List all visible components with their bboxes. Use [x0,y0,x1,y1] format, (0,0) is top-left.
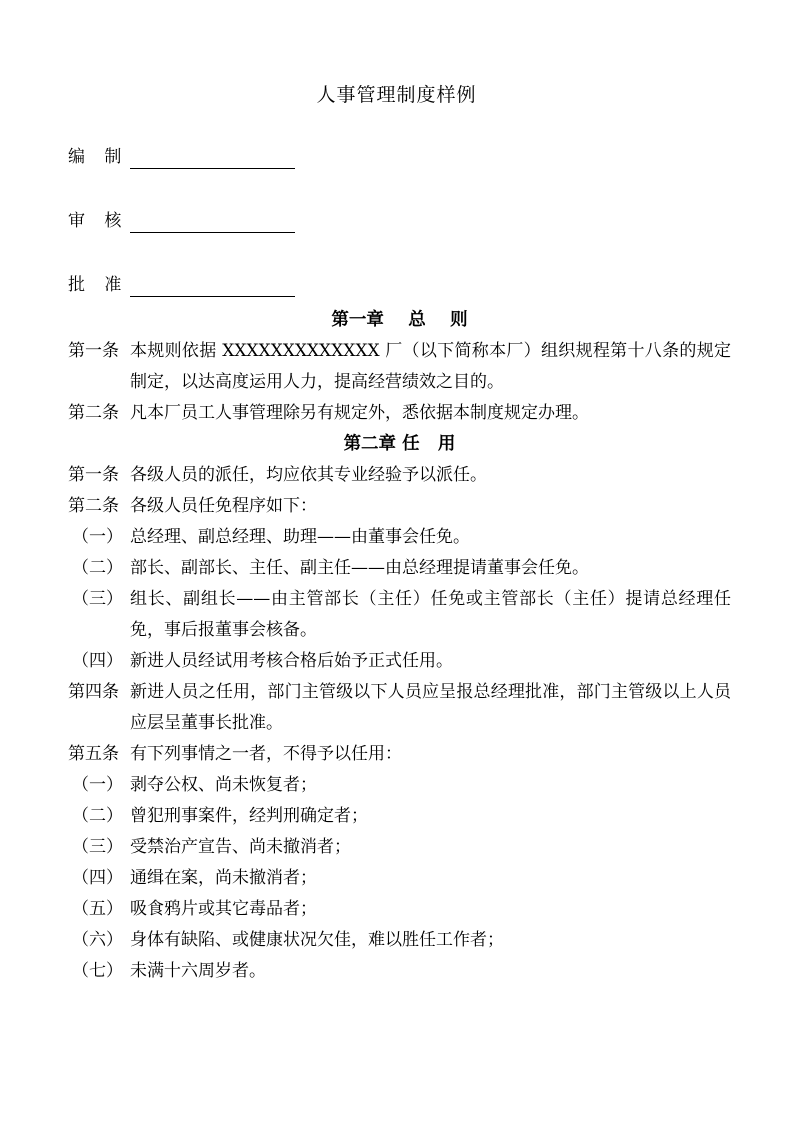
signature-rule[interactable] [130,279,295,297]
list-item-text: 总经理、副总经理、助理——由董事会任免。 [130,527,470,547]
chapter-heading-1: 第一章 总 则 [331,310,468,330]
signature-row-prepared-by [68,140,728,169]
list-item-text: 组长、副组长——由主管部长（主任）任免或主管部长（主任）提请总经理任免，事后报董事会核备。 [130,589,731,640]
list-item-appointment-3 [68,584,731,646]
list-item-text: 身体有缺陷、或健康状况欠佳，难以胜任工作者； [130,930,504,950]
list-item-text: 部长、副部长、主任、副主任——由总经理提请董事会任免。 [130,558,589,578]
article-2-2 [68,491,731,522]
page-title: 人事管理制度样例 [316,83,477,106]
list-item-marker: （三） [72,837,123,857]
article-label: 第四条 [68,682,119,702]
list-item-disqualification-6 [68,925,731,956]
list-item-appointment-1 [68,522,731,553]
chapter-heading-2: 第二章 任 用 [343,434,456,454]
signature-rule[interactable] [130,151,295,169]
signature-rule[interactable] [130,215,295,233]
list-item-text: 新进人员经试用考核合格后始予正式任用。 [130,651,453,671]
article-text: 本规则依据 XXXXXXXXXXXXX 厂（以下简称本厂）组织规程第十八条的规定制定，以达高度运用人力，提高经营绩效之目的。 [130,341,731,392]
list-item-text: 剥夺公权、尚未恢复者； [130,775,317,795]
article-label: 第二条 [68,403,119,423]
list-item-disqualification-3 [68,832,731,863]
article-1-1 [68,336,731,398]
article-label: 第一条 [68,341,119,361]
list-item-marker: （三） [72,589,123,609]
list-item-text: 吸食鸦片或其它毒品者； [130,899,317,919]
article-2-5 [68,739,731,770]
list-item-marker: （七） [72,961,123,981]
list-item-marker: （一） [72,527,123,547]
list-item-disqualification-4 [68,863,731,894]
article-2-1 [68,460,731,491]
list-item-marker: （五） [72,899,123,919]
list-item-marker: （四） [72,651,123,671]
list-item-appointment-4 [68,646,731,677]
list-item-appointment-2 [68,553,731,584]
list-item-disqualification-2 [68,801,731,832]
article-1-2 [68,398,731,429]
list-item-text: 通缉在案，尚未撤消者； [130,868,317,888]
article-2-4 [68,677,731,739]
signature-row-reviewed-by [68,204,728,233]
article-text: 新进人员之任用，部门主管级以下人员应呈报总经理批准，部门主管级以上人员应层呈董事长批准。 [130,682,731,733]
signature-label: 编 制 [68,147,129,167]
list-item-disqualification-7 [68,956,731,987]
article-label: 第一条 [68,465,119,485]
list-item-marker: （二） [72,806,123,826]
list-item-marker: （六） [72,930,123,950]
article-text: 各级人员任免程序如下： [130,496,317,516]
list-item-marker: （一） [72,775,123,795]
list-item-marker: （二） [72,558,123,578]
article-text: 各级人员的派任，均应依其专业经验予以派任。 [130,465,487,485]
list-item-text: 受禁治产宣告、尚未撤消者； [130,837,351,857]
list-item-text: 未满十六周岁者。 [130,961,266,981]
article-text: 凡本厂员工人事管理除另有规定外，悉依据本制度规定办理。 [130,403,589,423]
list-item-disqualification-1 [68,770,731,801]
list-item-disqualification-5 [68,894,731,925]
signature-row-approved-by [68,268,728,297]
document-body [68,305,731,987]
signature-label: 批 准 [68,275,129,295]
article-text: 有下列事情之一者，不得予以任用： [130,744,402,764]
article-label: 第二条 [68,496,119,516]
article-label: 第五条 [68,744,119,764]
signature-block [68,140,728,332]
list-item-text: 曾犯刑事案件，经判刑确定者； [130,806,368,826]
signature-label: 审 核 [68,211,129,231]
list-item-marker: （四） [72,868,123,888]
